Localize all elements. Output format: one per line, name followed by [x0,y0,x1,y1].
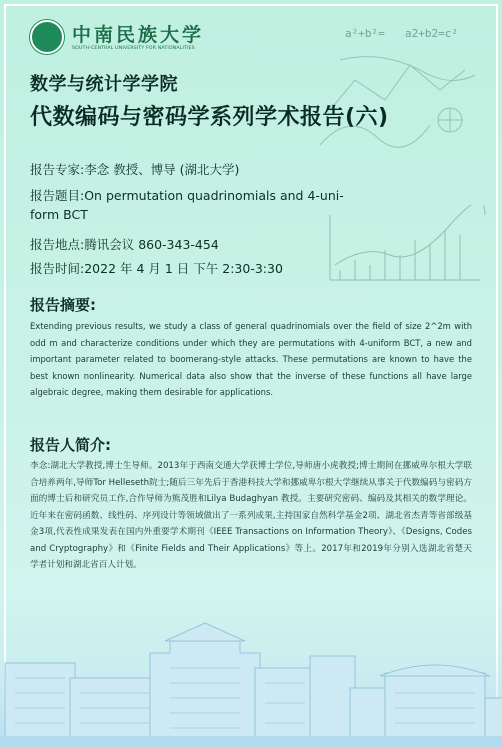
time-label: 报告时间: [30,261,85,276]
logo-text [72,24,204,51]
abstract-heading: 报告摘要: [30,296,96,314]
place-label: 报告地点: [30,237,85,252]
formula-decoration-2: a2+b2=c² [405,27,458,40]
school-title: 数学与统计学学院 [30,74,178,95]
place-value: 腾讯会议 860-343-454 [84,237,219,252]
topic-row [30,186,475,204]
time-row [30,259,475,277]
math-doodle-decoration [300,20,490,160]
logo-name-cn: 中南民族大学 [72,23,205,46]
abstract-text: Extending previous results, we study a class of general quadrinomials over the field of size 2^2m with odd m and characterize conditions under which they are permutations with 4-uniform BCT, a new and important parameter related to boomerang-style attacks. These permutations are known to have the best known nonlinearity. Numerical data also show that the inverse of these functions all have large algebraic degree, making them desirable for applications. [30,321,472,397]
topic-row-continued [30,207,475,222]
campus-skyline-illustration [0,608,502,748]
university-logo [30,20,204,54]
speaker-value: 李念 教授、博导 (湖北大学) [84,162,240,177]
university-seal-icon [30,20,64,54]
speaker-row [30,160,475,178]
speaker-label: 报告专家: [30,162,85,177]
logo-name-en: SOUTH-CENTRAL UNIVERSITY FOR NATIONALITIES [72,45,195,51]
formula-decoration-1: a²+b²= [345,27,385,40]
topic-value-line1: On permutation quadrinomials and 4-uni- [84,188,344,203]
topic-label: 报告题目: [30,188,85,203]
bio-text: 李念:湖北大学教授,博士生导师。2013年于西南交通大学获博士学位,导师唐小虎教授;博士期间在挪威卑尔根大学联合培养两年,导师Tor Helleseth院士;随后三年先后于香港科技大学和挪威卑尔根大学继续从事关于代数编码与密码方面的博士后和研究员工作,合作导师为熊茂胜和Lilya Budaghyan 教授。主要研究密码、编码及其相关的数学理论。近年来在密码函数、线性码、序列设计等领域做出了一系列成果,主持国家自然科学基金2项、湖北省杰青等省部级基金3项,代表性成果发表在国内外重要学术期刊《IEEE Transactions on Information Theory》、《Designs, Codes and Cryptography》和《Finite Fields and Their Applications》等上。2017年和2019年分别入选湖北省楚天学者计划和湖北省百人计划。 [30,461,472,570]
series-title: 代数编码与密码学系列学术报告(六) [30,105,389,130]
topic-value-line2: form BCT [30,207,88,222]
time-value: 2022 年 4 月 1 日 下午 2:30-3:30 [84,261,283,276]
bio-heading: 报告人简介: [30,436,111,454]
place-row [30,235,475,253]
